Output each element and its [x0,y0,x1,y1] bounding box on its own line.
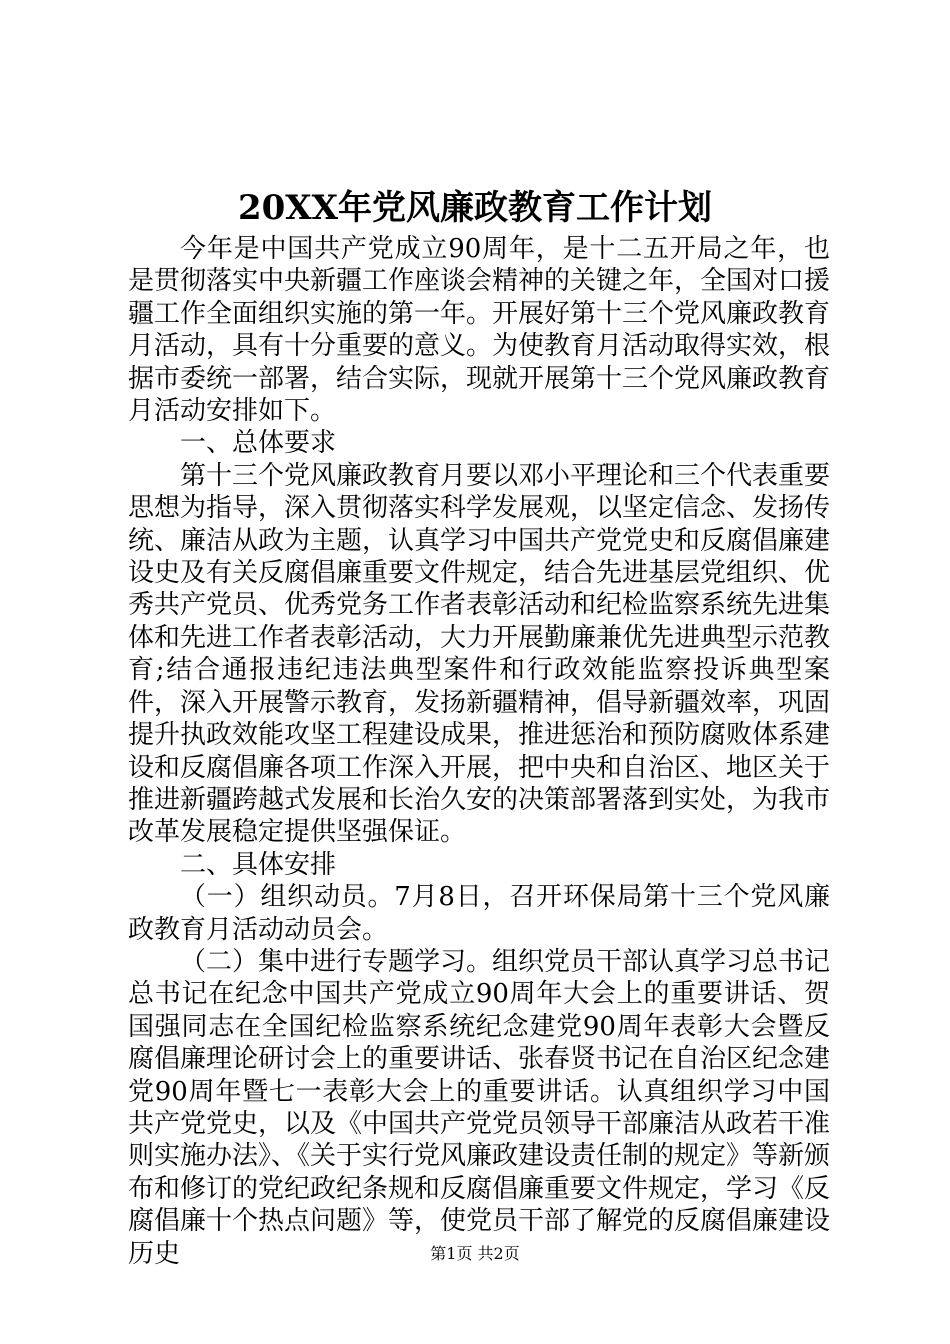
document-title: 20XX年党风廉政教育工作计划 [237,188,713,228]
paragraph-intro: 今年是中国共产党成立90周年，是十二五开局之年，也是贯彻落实中央新疆工作座谈会精神的关键之年，全国对口援疆工作全面组织实施的第一年。开展好第十三个党风廉政教育月活动，具有十分重要的意义。为使教育月活动取得实效，根据市委统一部署，结合实际，现就开展第十三个党风廉政教育月活动安排如下。 [128,234,831,427]
document-body [128,233,830,1270]
paragraph-study: （二）集中进行专题学习。组织党员干部认真学习总书记总书记在纪念中国共产党成立90周年大会上的重要讲话、贺国强同志在全国纪检监察系统纪念建党90周年表彰大会暨反腐倡廉理论研讨会上的重要讲话、张春贤书记在自治区纪念建党90周年暨七一表彰大会上的重要讲话。认真组织学习中国共产党党史，以及《中国共产党党员领导干部廉洁从政若干准则实施办法》、《关于实行党风廉政建设责任制的规定》等新颁布和修订的党纪政纪条规和反腐倡廉重要文件规定，学习《反腐倡廉十个热点问题》等，使党员干部了解党的反腐倡廉建设历史 [128,946,831,1269]
section-heading-specific-arrangements: 二、具体安排 [180,849,337,880]
section-heading-general-requirements: 一、总体要求 [180,428,337,459]
paragraph-mobilization: （一）组织动员。7月8日，召开环保局第十三个党风廉政教育月活动动员会。 [128,882,830,945]
paragraph-general-requirements: 第十三个党风廉政教育月要以邓小平理论和三个代表重要思想为指导，深入贯彻落实科学发展观，以坚定信念、发扬传统、廉洁从政为主题，认真学习中国共产党党史和反腐倡廉建设史及有关反腐倡廉重要文件规定，结合先进基层党组织、优秀共产党员、优秀党务工作者表彰活动和纪检监察系统先进集体和先进工作者表彰活动，大力开展勤廉兼优先进典型示范教育;结合通报违纪违法典型案件和行政效能监察投诉典型案件，深入开展警示教育，发扬新疆精神，倡导新疆效率，巩固提升执政效能攻坚工程建设成果，推进惩治和预防腐败体系建设和反腐倡廉各项工作深入开展，把中央和自治区、地区关于推进新疆跨越式发展和长治久安的决策部署落到实处，为我市改革发展稳定提供坚强保证。 [128,460,831,848]
page-footer: 第1页 共2页 [430,1244,520,1263]
